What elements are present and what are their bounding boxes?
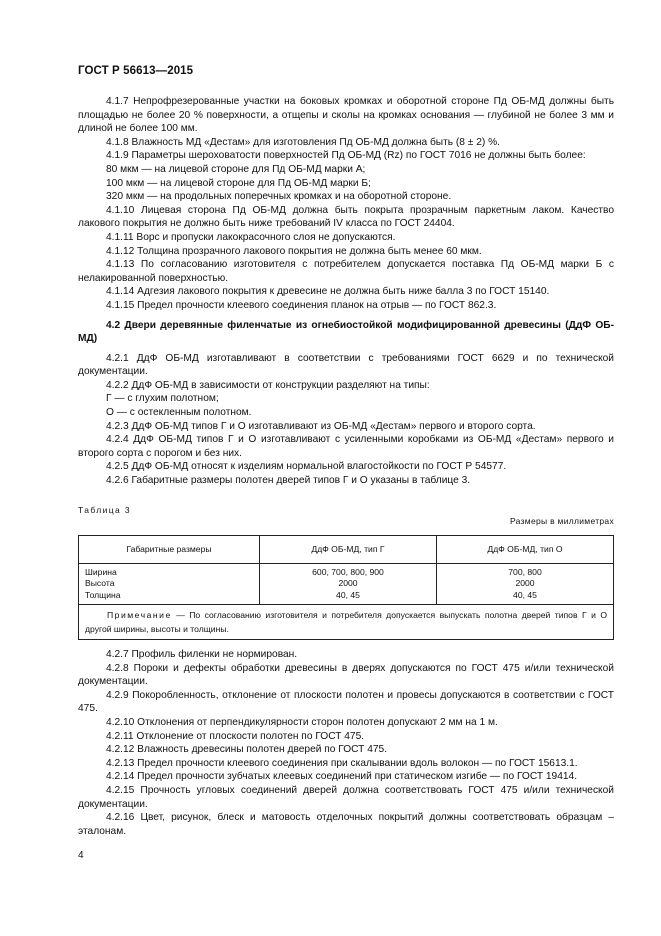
- paragraph-4-2-13: 4.2.13 Предел прочности клеевого соединения при скалывании вдоль волокон — по ГОСТ 15613.1.: [106, 757, 578, 769]
- type-g-cell: [260, 563, 437, 604]
- type-o-cell: [437, 563, 614, 604]
- paragraph-4-2-16: 4.2.16 Цвет, рисунок, блеск и матовость отделочных покрытий должны соответствовать образцам – эталонам.: [78, 812, 614, 837]
- table-row: [79, 563, 614, 604]
- document-header: ГОСТ Р 56613—2015: [78, 65, 194, 77]
- table-caption: Таблица 3: [78, 504, 132, 515]
- table-note: [79, 605, 614, 640]
- type-g-value: 600, 700, 800, 900: [312, 566, 384, 577]
- paragraph-4-2-9: 4.2.9 Покоробленность, отклонение от плоскости полотен и провесы допускаются в соответствии с ГОСТ 475.: [78, 689, 614, 715]
- roughness-item: 320 мкм — на продольных поперечных кромках и на оборотной стороне.: [106, 191, 452, 203]
- paragraph-4-1-13: 4.1.13 По согласованию изготовителя с потребителем допускается поставка Пд ОБ-МД марки Б с нелакированной поверхностью.: [78, 259, 614, 284]
- note-label: Примечание: [107, 610, 172, 621]
- column-header: ДдФ ОБ-МД, тип Г: [260, 535, 437, 563]
- paragraph-4-2-15: 4.2.15 Прочность угловых соединений дверей должна соответствовать ГОСТ 475 и/или технической документации.: [78, 784, 614, 810]
- door-type-item: Г — с глухим полотном;: [106, 393, 219, 405]
- paragraph-4-2-1: 4.2.1 ДдФ ОБ-МД изготавливают в соответствии с требованиями ГОСТ 6629 и по технической документации.: [78, 352, 614, 378]
- paragraph-4-1-9: 4.1.9 Параметры шероховатости поверхностей Пд ОБ-МД (Rz) по ГОСТ 7016 не должны быть более:: [106, 150, 586, 162]
- section-heading-4-2: 4.2 Двери деревянные филенчатые из огнебиостойкой модифицированной древесины (ДдФ ОБ-МД): [78, 319, 614, 345]
- paragraph-4-2-5: 4.2.5 ДдФ ОБ-МД относят к изделиям нормальной влагостойкости по ГОСТ Р 54577.: [106, 461, 507, 473]
- paragraph-4-1-8: 4.1.8 Влажность МД «Дестам» для изготовления Пд ОБ-МД должна быть (8 ± 2) %.: [106, 136, 500, 148]
- type-o-value: 2000: [515, 578, 535, 589]
- note-text: — По согласованию изготовителя и потребителя допускается выпускать полотна дверей типов Г и О другой ширины, высоты и толщины.: [85, 610, 607, 635]
- type-g-value: 2000: [338, 578, 358, 589]
- door-type-item: О — с остекленным полотном.: [106, 407, 252, 419]
- row-names-cell: [79, 563, 260, 604]
- type-o-value: 700, 800: [508, 566, 542, 577]
- row-name: Толщина: [85, 589, 121, 600]
- paragraph-4-2-14: 4.2.14 Предел прочности зубчатых клеевых соединений при статическом изгибе — по ГОСТ 19414.: [106, 771, 578, 783]
- type-o-value: 40, 45: [513, 589, 537, 600]
- type-g-value: 40, 45: [336, 589, 360, 600]
- paragraph-4-1-11: 4.1.11 Ворс и пропуски лакокрасочного слоя не допускаются.: [106, 231, 396, 243]
- document-body: [78, 95, 614, 838]
- paragraph-4-1-7: 4.1.7 Непрофрезерованные участки на боковых кромках и оборотной стороне Пд ОБ-МД должны быть площадью не более 20 % поверхности, а отщепы и сколы на кромках основания — глубиной не более 3 мм и длиной не более 100 мм.: [78, 96, 614, 135]
- column-header: ДдФ ОБ-МД, тип О: [437, 535, 614, 563]
- paragraph-4-2-8: 4.2.8 Пороки и дефекты обработки древесины в дверях допускаются по ГОСТ 475 и/или технической документации.: [78, 662, 614, 688]
- paragraph-4-1-10: 4.1.10 Лицевая сторона Пд ОБ-МД должна быть покрыта прозрачным паркетным лаком. Качество лакового покрытия не должно быть ниже требований IV класса по ГОСТ 24404.: [78, 204, 614, 230]
- paragraph-4-2-11: 4.2.11 Отклонение от плоскости полотен по ГОСТ 475.: [106, 730, 365, 742]
- roughness-item: 80 мкм — на лицевой стороне для Пд ОБ-МД марки А;: [106, 163, 366, 175]
- column-header: Габаритные размеры: [79, 535, 260, 563]
- paragraph-4-2-12: 4.2.12 Влажность древесины полотен дверей по ГОСТ 475.: [106, 744, 388, 756]
- roughness-item: 100 мкм — на лицевой стороне для Пд ОБ-МД марки Б;: [106, 177, 371, 189]
- paragraph-4-2-10: 4.2.10 Отклонения от перпендикулярности сторон полотен допускают 2 мм на 1 м.: [106, 717, 498, 728]
- table-note-row: [79, 605, 614, 640]
- paragraph-4-1-12: 4.1.12 Толщина прозрачного лакового покрытия не должна быть менее 60 мкм.: [106, 245, 482, 257]
- table-header-row: [79, 535, 614, 563]
- paragraph-4-1-15: 4.1.15 Предел прочности клеевого соединения планок на отрыв — по ГОСТ 862.3.: [106, 299, 497, 311]
- row-name: Высота: [85, 578, 115, 589]
- paragraph-4-2-6: 4.2.6 Габаритные размеры полотен дверей типов Г и О указаны в таблице 3.: [106, 475, 471, 487]
- row-name: Ширина: [85, 566, 117, 577]
- dimensions-table: [78, 535, 614, 640]
- paragraph-4-2-3: 4.2.3 ДдФ ОБ-МД типов Г и О изготавливают из ОБ-МД «Дестам» первого и второго сорта.: [106, 420, 536, 432]
- page-number: 4: [78, 850, 84, 861]
- paragraph-4-1-14: 4.1.14 Адгезия лакового покрытия к древесине не должна быть ниже балла 3 по ГОСТ 15140.: [106, 286, 550, 298]
- paragraph-4-2-7: 4.2.7 Профиль филенки не нормирован.: [106, 649, 298, 661]
- paragraph-4-2-4: 4.2.4 ДдФ ОБ-МД типов Г и О изготавливают с усиленными коробками из ОБ-МД «Дестам» первого и второго сорта с порогом и без них.: [78, 434, 614, 459]
- paragraph-4-2-2: 4.2.2 ДдФ ОБ-МД в зависимости от конструкции разделяют на типы:: [106, 379, 430, 391]
- table-units: Размеры в миллиметрах: [509, 516, 614, 527]
